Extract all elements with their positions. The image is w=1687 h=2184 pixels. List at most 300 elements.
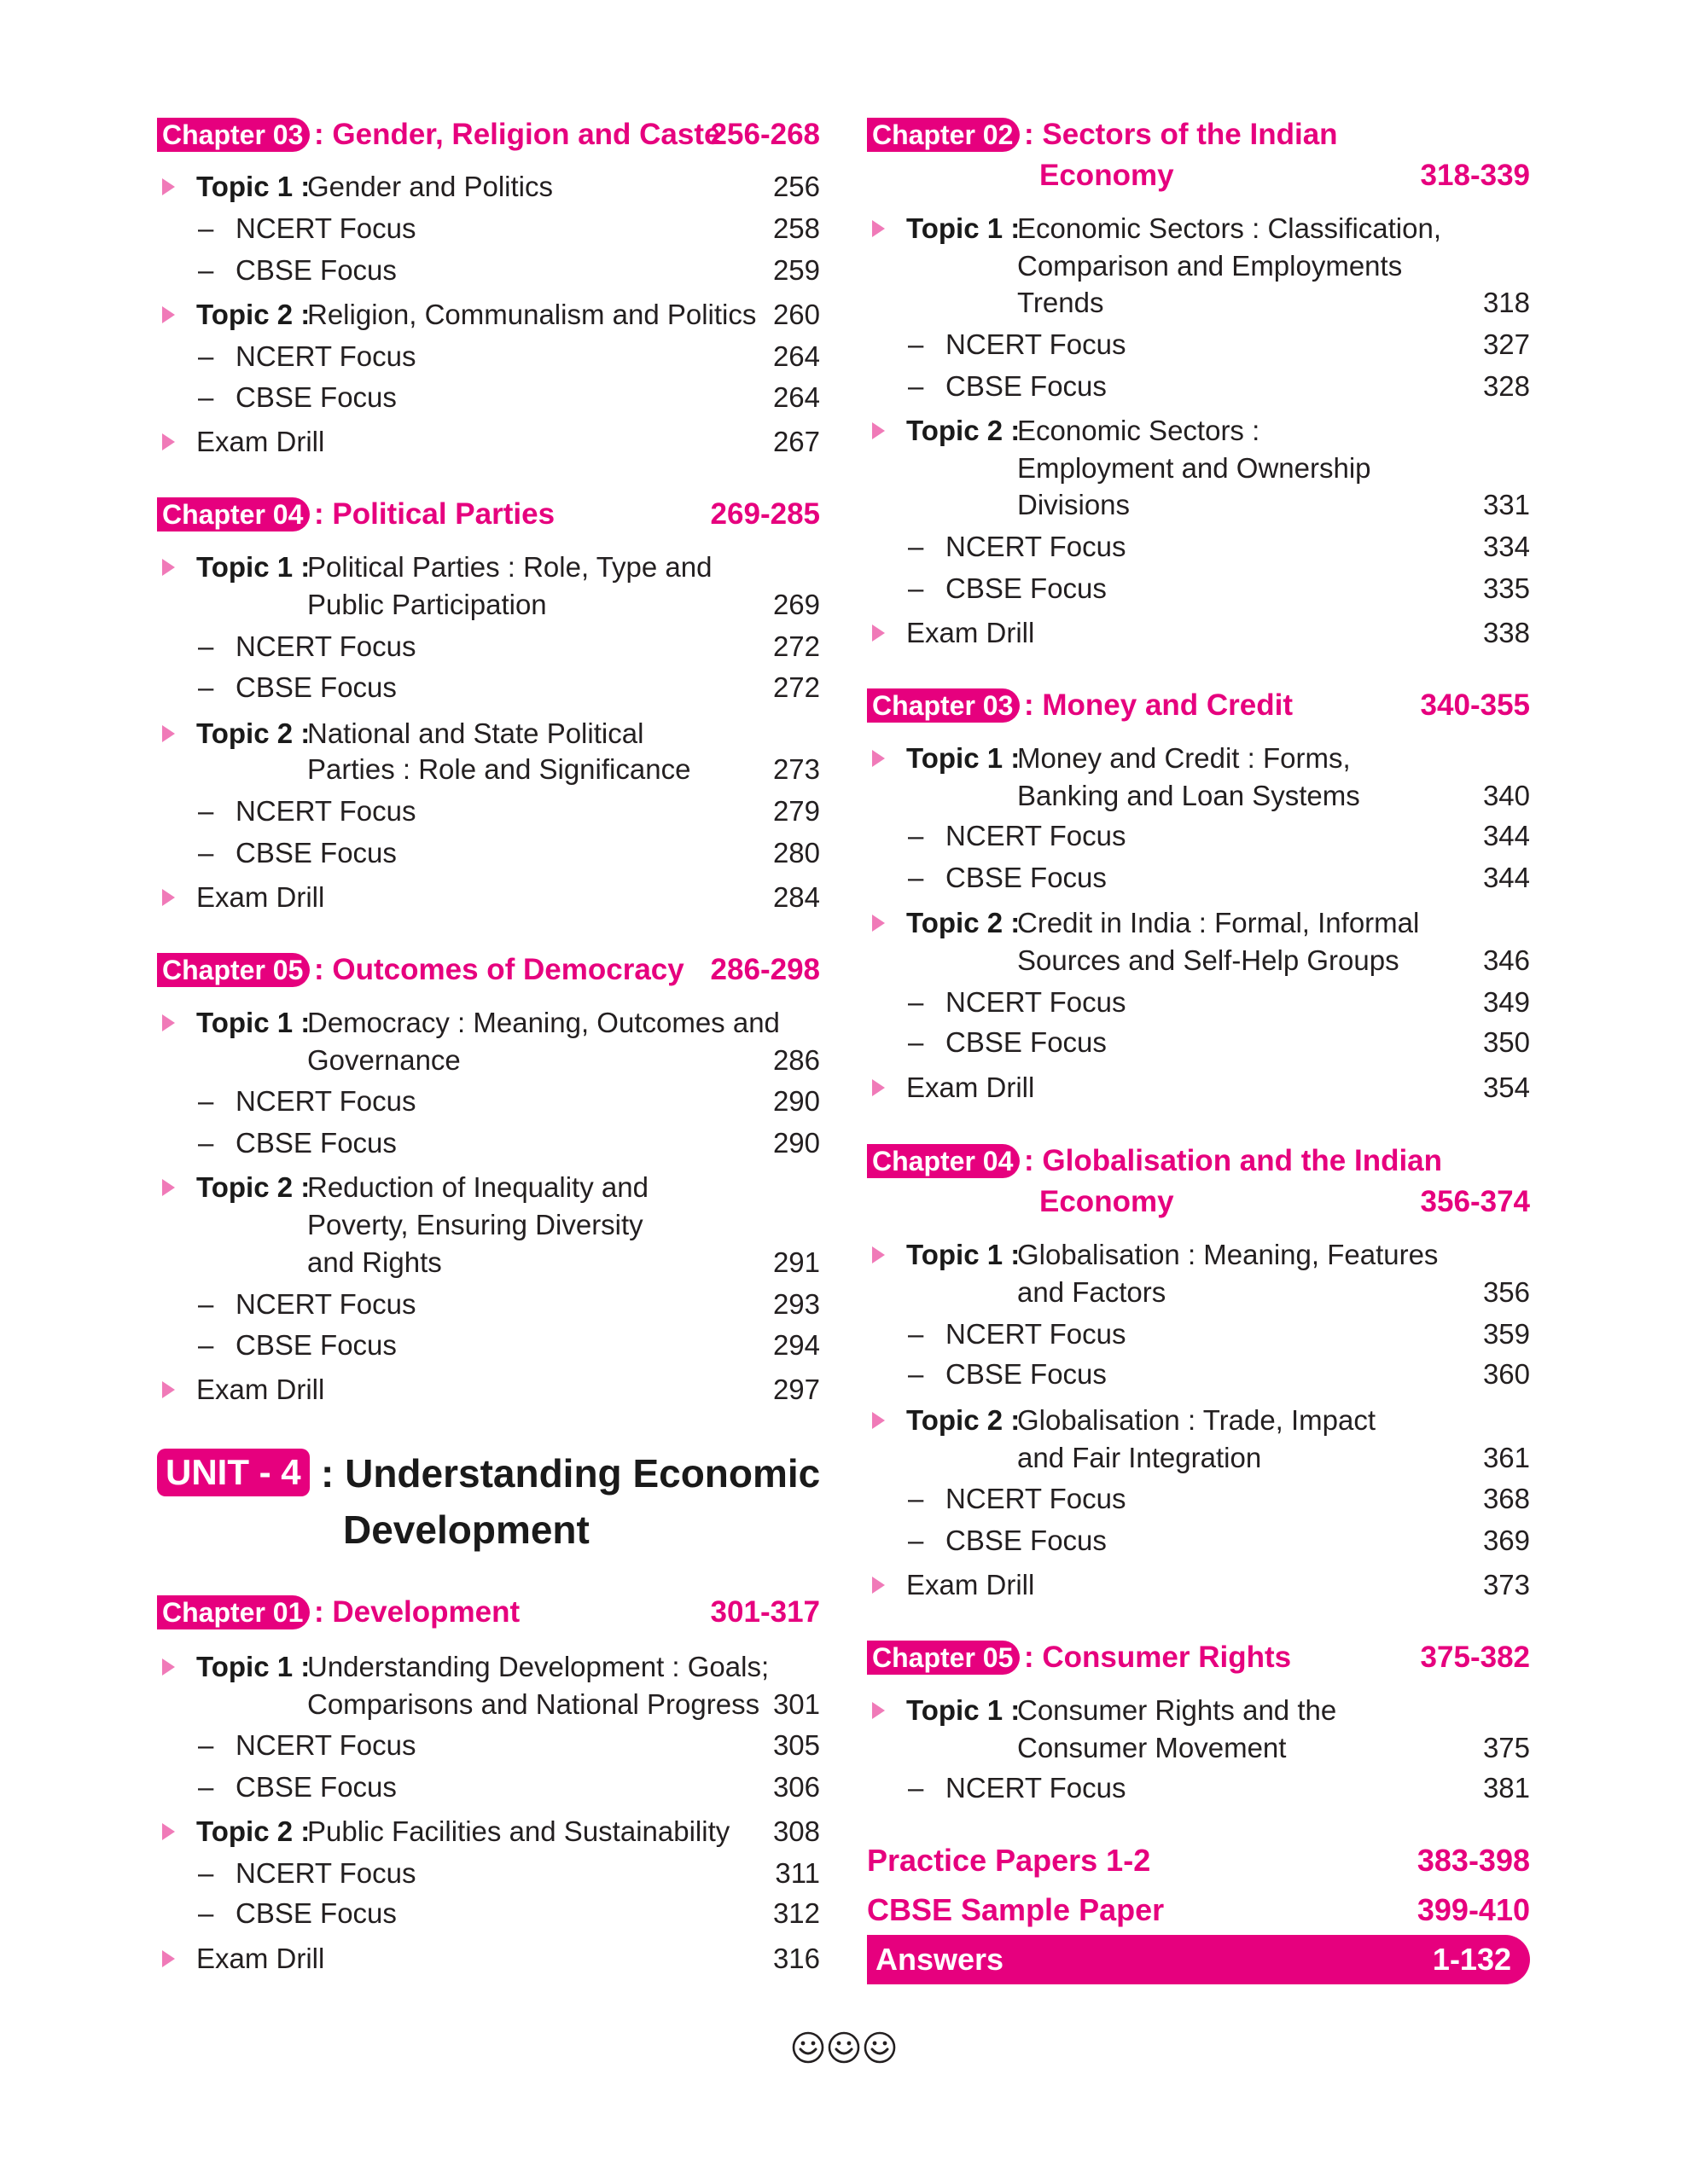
subsection-entry[interactable] bbox=[867, 816, 1530, 857]
subsection-title: CBSE Focus bbox=[236, 381, 397, 413]
topic-title: Employment and Ownership bbox=[1017, 452, 1371, 484]
subsection-title: CBSE Focus bbox=[236, 1897, 397, 1929]
dash-bullet-icon: – bbox=[908, 986, 924, 1018]
subsection-entry[interactable] bbox=[867, 568, 1530, 609]
topic-entry[interactable] bbox=[867, 410, 1530, 451]
topic-title: Reduction of Inequality and bbox=[307, 1171, 649, 1203]
dash-bullet-icon: – bbox=[198, 1771, 214, 1803]
subsection-entry[interactable] bbox=[867, 526, 1530, 567]
topic-title: Globalisation : Meaning, Features bbox=[1017, 1239, 1439, 1270]
subsection-title: NCERT Focus bbox=[945, 986, 1126, 1018]
subsection-entry[interactable] bbox=[867, 1478, 1530, 1519]
dash-bullet-icon: – bbox=[908, 370, 924, 402]
appendix-page-range: 399-410 bbox=[1416, 1892, 1530, 1927]
triangle-right-icon bbox=[162, 433, 175, 450]
chapter-header[interactable] bbox=[867, 1637, 1530, 1678]
topic-title: and Factors bbox=[1017, 1276, 1166, 1308]
page-number: 318 bbox=[1482, 287, 1530, 318]
page-number: 301 bbox=[772, 1688, 820, 1720]
exam-drill-entry[interactable] bbox=[157, 1938, 820, 1979]
dash-bullet-icon: – bbox=[908, 820, 924, 851]
triangle-right-icon bbox=[162, 559, 175, 576]
subsection-entry[interactable] bbox=[867, 1314, 1530, 1355]
chapter-header[interactable] bbox=[157, 494, 820, 535]
exam-drill-entry[interactable] bbox=[867, 1565, 1530, 1606]
exam-drill-title: Exam Drill bbox=[906, 1072, 1035, 1103]
topic-title: and Fair Integration bbox=[1017, 1442, 1262, 1473]
exam-drill-entry[interactable] bbox=[157, 877, 820, 918]
subsection-title: CBSE Focus bbox=[945, 1358, 1107, 1390]
topic-title: Governance bbox=[307, 1044, 461, 1076]
exam-drill-entry[interactable] bbox=[157, 421, 820, 462]
subsection-entry[interactable] bbox=[157, 377, 820, 418]
smiley-icon bbox=[827, 2030, 861, 2065]
smiley-icon bbox=[863, 2030, 897, 2065]
subsection-entry[interactable] bbox=[157, 1284, 820, 1325]
dash-bullet-icon: – bbox=[198, 795, 214, 827]
dash-bullet-icon: – bbox=[908, 531, 924, 562]
subsection-entry[interactable] bbox=[157, 791, 820, 832]
topic-title: Economic Sectors : Classification, bbox=[1017, 212, 1442, 244]
dash-bullet-icon: – bbox=[198, 1329, 214, 1361]
chapter-header[interactable] bbox=[157, 1592, 820, 1633]
page-number: 273 bbox=[772, 753, 820, 785]
chapter-badge: Chapter 04 bbox=[157, 497, 310, 531]
triangle-right-icon bbox=[872, 422, 885, 439]
chapter-title: : Gender, Religion and Caste bbox=[314, 118, 721, 151]
triangle-right-icon bbox=[162, 1381, 175, 1398]
chapter-title: : Outcomes of Democracy bbox=[314, 953, 684, 986]
appendix-entry[interactable] bbox=[867, 1890, 1530, 1931]
triangle-right-icon bbox=[872, 1412, 885, 1429]
triangle-right-icon bbox=[872, 624, 885, 642]
topic-entry[interactable] bbox=[157, 713, 820, 754]
subsection-entry[interactable] bbox=[157, 833, 820, 874]
page-number: 340 bbox=[1482, 780, 1530, 811]
dash-bullet-icon: – bbox=[198, 212, 214, 244]
topic-entry[interactable] bbox=[157, 547, 820, 588]
appendix-entry[interactable] bbox=[867, 1840, 1530, 1881]
page-number: 381 bbox=[1482, 1772, 1530, 1804]
exam-drill-title: Exam Drill bbox=[906, 1569, 1035, 1600]
topic-title: and Rights bbox=[307, 1246, 442, 1278]
topic-title: Credit in India : Formal, Informal bbox=[1017, 907, 1420, 938]
page-number: 331 bbox=[1482, 489, 1530, 520]
subsection-entry[interactable] bbox=[157, 626, 820, 667]
chapter-page-range: 256-268 bbox=[710, 118, 820, 151]
unit-header[interactable] bbox=[157, 1445, 820, 1502]
page-number: 354 bbox=[1482, 1072, 1530, 1103]
topic-entry-continued[interactable] bbox=[867, 485, 1530, 526]
topic-entry-continued[interactable] bbox=[157, 1205, 820, 1246]
subsection-entry[interactable] bbox=[157, 1081, 820, 1122]
page-number: 269 bbox=[772, 589, 820, 620]
subsection-entry[interactable] bbox=[867, 366, 1530, 407]
page-number: 312 bbox=[772, 1897, 820, 1929]
topic-entry[interactable] bbox=[867, 1234, 1530, 1275]
subsection-title: NCERT Focus bbox=[945, 1483, 1126, 1514]
subsection-entry[interactable] bbox=[157, 1767, 820, 1808]
topic-entry-continued[interactable] bbox=[157, 1242, 820, 1283]
dash-bullet-icon: – bbox=[908, 1358, 924, 1390]
toc-right-column bbox=[867, 0, 1530, 2184]
chapter-header[interactable] bbox=[867, 1141, 1530, 1182]
topic-title: Banking and Loan Systems bbox=[1017, 780, 1360, 811]
subsection-entry[interactable] bbox=[157, 1893, 820, 1934]
page-number: 360 bbox=[1482, 1358, 1530, 1390]
triangle-right-icon bbox=[162, 889, 175, 906]
subsection-title: CBSE Focus bbox=[945, 1525, 1107, 1556]
triangle-right-icon bbox=[872, 915, 885, 932]
chapter-title-continued: Economy bbox=[1039, 1185, 1174, 1218]
subsection-title: CBSE Focus bbox=[236, 837, 397, 868]
dash-bullet-icon: – bbox=[908, 572, 924, 604]
topic-label: Topic 2 : bbox=[906, 1404, 1021, 1436]
triangle-right-icon bbox=[162, 1014, 175, 1031]
subsection-entry[interactable] bbox=[157, 250, 820, 291]
chapter-header-continued[interactable] bbox=[867, 155, 1530, 196]
exam-drill-entry[interactable] bbox=[157, 1369, 820, 1410]
page-number: 279 bbox=[772, 795, 820, 827]
topic-title: Consumer Rights and the bbox=[1017, 1694, 1337, 1726]
triangle-right-icon bbox=[162, 306, 175, 323]
answers-page-range: 1-132 bbox=[1432, 1942, 1511, 1977]
page-number: 368 bbox=[1482, 1483, 1530, 1514]
subsection-title: NCERT Focus bbox=[236, 1288, 416, 1320]
topic-entry[interactable] bbox=[867, 1690, 1530, 1731]
subsection-title: NCERT Focus bbox=[236, 340, 416, 372]
subsection-entry[interactable] bbox=[867, 324, 1530, 365]
subsection-title: CBSE Focus bbox=[236, 1771, 397, 1803]
chapter-title: : Consumer Rights bbox=[1024, 1641, 1292, 1674]
subsection-entry[interactable] bbox=[157, 208, 820, 249]
subsection-title: NCERT Focus bbox=[945, 1318, 1126, 1350]
unit-title: Development bbox=[343, 1507, 590, 1552]
exam-drill-title: Exam Drill bbox=[196, 426, 325, 457]
chapter-header[interactable] bbox=[157, 950, 820, 990]
subsection-title: NCERT Focus bbox=[236, 1085, 416, 1117]
topic-label: Topic 1 : bbox=[906, 1239, 1021, 1270]
footer-ornament bbox=[0, 2030, 1687, 2068]
topic-title: Comparisons and National Progress bbox=[307, 1688, 760, 1720]
dash-bullet-icon: – bbox=[198, 381, 214, 413]
page-number: 259 bbox=[772, 254, 820, 286]
subsection-title: CBSE Focus bbox=[236, 1329, 397, 1361]
dash-bullet-icon: – bbox=[908, 1318, 924, 1350]
appendix-page-range: 383-398 bbox=[1416, 1843, 1530, 1878]
subsection-title: NCERT Focus bbox=[945, 531, 1126, 562]
exam-drill-title: Exam Drill bbox=[196, 881, 325, 913]
chapter-title: : Money and Credit bbox=[1024, 688, 1294, 722]
topic-entry-continued[interactable] bbox=[867, 246, 1530, 287]
subsection-title: NCERT Focus bbox=[236, 795, 416, 827]
topic-label: Topic 1 : bbox=[906, 1694, 1021, 1726]
triangle-right-icon bbox=[162, 1950, 175, 1967]
page-number: 344 bbox=[1482, 820, 1530, 851]
topic-entry[interactable] bbox=[157, 166, 820, 207]
dash-bullet-icon: – bbox=[198, 340, 214, 372]
page-number: 264 bbox=[772, 340, 820, 372]
page-number: 272 bbox=[772, 671, 820, 703]
chapter-page-range: 269-285 bbox=[710, 497, 820, 531]
subsection-entry[interactable] bbox=[867, 1520, 1530, 1561]
triangle-right-icon bbox=[872, 1079, 885, 1096]
page-number: 284 bbox=[772, 881, 820, 913]
dash-bullet-icon: – bbox=[198, 1897, 214, 1929]
topic-entry[interactable] bbox=[867, 738, 1530, 779]
subsection-entry[interactable] bbox=[157, 1853, 820, 1894]
subsection-title: NCERT Focus bbox=[945, 820, 1126, 851]
topic-label: Topic 1 : bbox=[196, 1651, 311, 1682]
appendix-title: CBSE Sample Paper bbox=[867, 1892, 1165, 1927]
topic-entry[interactable] bbox=[157, 1811, 820, 1852]
chapter-badge: Chapter 04 bbox=[867, 1144, 1020, 1178]
topic-entry-continued[interactable] bbox=[867, 1728, 1530, 1769]
page-number: 280 bbox=[772, 837, 820, 868]
subsection-title: CBSE Focus bbox=[945, 370, 1107, 402]
topic-title: Comparison and Employments bbox=[1017, 250, 1403, 282]
triangle-right-icon bbox=[162, 725, 175, 742]
topic-entry-continued[interactable] bbox=[867, 775, 1530, 816]
page-number: 290 bbox=[772, 1127, 820, 1159]
chapter-title: : Sectors of the Indian bbox=[1024, 118, 1338, 151]
dash-bullet-icon: – bbox=[198, 1729, 214, 1761]
topic-entry[interactable] bbox=[157, 294, 820, 335]
toc-left-column bbox=[157, 0, 820, 2184]
page-number: 293 bbox=[772, 1288, 820, 1320]
topic-title: Sources and Self-Help Groups bbox=[1017, 944, 1399, 976]
page-number: 272 bbox=[772, 630, 820, 662]
chapter-badge: Chapter 05 bbox=[157, 953, 310, 987]
topic-label: Topic 1 : bbox=[906, 212, 1021, 244]
dash-bullet-icon: – bbox=[198, 1288, 214, 1320]
page-number: 260 bbox=[772, 299, 820, 330]
page-number: 369 bbox=[1482, 1525, 1530, 1556]
page-number: 264 bbox=[772, 381, 820, 413]
subsection-entry[interactable] bbox=[157, 1325, 820, 1366]
chapter-badge: Chapter 03 bbox=[157, 118, 310, 152]
page-number: 291 bbox=[772, 1246, 820, 1278]
triangle-right-icon bbox=[872, 1246, 885, 1263]
topic-entry[interactable] bbox=[157, 1002, 820, 1043]
page-number: 258 bbox=[772, 212, 820, 244]
chapter-page-range: 286-298 bbox=[710, 953, 820, 986]
topic-entry-continued[interactable] bbox=[157, 584, 820, 625]
topic-entry-continued[interactable] bbox=[867, 1438, 1530, 1478]
page-number: 349 bbox=[1482, 986, 1530, 1018]
topic-label: Topic 1 : bbox=[196, 551, 311, 583]
chapter-badge: Chapter 02 bbox=[867, 118, 1020, 152]
dash-bullet-icon: – bbox=[198, 837, 214, 868]
page-number: 328 bbox=[1482, 370, 1530, 402]
subsection-entry[interactable] bbox=[867, 1354, 1530, 1395]
chapter-title: : Globalisation and the Indian bbox=[1024, 1144, 1443, 1177]
page-number: 327 bbox=[1482, 328, 1530, 360]
smiley-icon bbox=[791, 2030, 825, 2065]
page-number: 373 bbox=[1482, 1569, 1530, 1600]
answers-entry[interactable] bbox=[867, 1935, 1530, 1984]
page-number: 375 bbox=[1482, 1732, 1530, 1763]
topic-entry-continued[interactable] bbox=[867, 448, 1530, 489]
subsection-entry[interactable] bbox=[157, 667, 820, 708]
topic-title: Public Participation bbox=[307, 589, 547, 620]
topic-entry-continued[interactable] bbox=[867, 282, 1530, 323]
topic-entry[interactable] bbox=[867, 903, 1530, 944]
page-number: 335 bbox=[1482, 572, 1530, 604]
chapter-page-range: 340-355 bbox=[1420, 688, 1530, 722]
subsection-entry[interactable] bbox=[157, 1123, 820, 1164]
exam-drill-entry[interactable] bbox=[867, 613, 1530, 653]
subsection-entry[interactable] bbox=[867, 1768, 1530, 1809]
topic-entry[interactable] bbox=[867, 208, 1530, 249]
page-number: 290 bbox=[772, 1085, 820, 1117]
page-number: 256 bbox=[772, 171, 820, 202]
exam-drill-title: Exam Drill bbox=[906, 617, 1035, 648]
page-number: 316 bbox=[772, 1943, 820, 1974]
triangle-right-icon bbox=[872, 220, 885, 237]
subsection-title: NCERT Focus bbox=[236, 630, 416, 662]
subsection-title: CBSE Focus bbox=[236, 671, 397, 703]
page-number: 359 bbox=[1482, 1318, 1530, 1350]
topic-entry-continued[interactable] bbox=[867, 940, 1530, 981]
chapter-badge: Chapter 05 bbox=[867, 1641, 1020, 1675]
subsection-title: NCERT Focus bbox=[945, 1772, 1126, 1804]
unit-badge: UNIT - 4 bbox=[157, 1449, 310, 1496]
topic-title: Money and Credit : Forms, bbox=[1017, 742, 1351, 774]
subsection-title: CBSE Focus bbox=[236, 1127, 397, 1159]
page-number: 297 bbox=[772, 1374, 820, 1405]
page-number: 344 bbox=[1482, 862, 1530, 893]
topic-title: Democracy : Meaning, Outcomes and bbox=[307, 1007, 780, 1038]
topic-entry-continued[interactable] bbox=[867, 1272, 1530, 1313]
page-number: 356 bbox=[1482, 1276, 1530, 1308]
topic-entry-continued[interactable] bbox=[157, 749, 820, 790]
topic-title: Poverty, Ensuring Diversity bbox=[307, 1209, 643, 1240]
topic-title: Trends bbox=[1017, 287, 1104, 318]
topic-label: Topic 2 : bbox=[906, 907, 1021, 938]
subsection-title: NCERT Focus bbox=[236, 1729, 416, 1761]
topic-label: Topic 2 : bbox=[196, 1815, 311, 1847]
dash-bullet-icon: – bbox=[908, 1026, 924, 1058]
unit-title: : Understanding Economic bbox=[321, 1451, 821, 1496]
topic-title: Consumer Movement bbox=[1017, 1732, 1287, 1763]
subsection-entry[interactable] bbox=[157, 336, 820, 377]
dash-bullet-icon: – bbox=[908, 1525, 924, 1556]
triangle-right-icon bbox=[162, 1179, 175, 1196]
exam-drill-entry[interactable] bbox=[867, 1067, 1530, 1108]
topic-label: Topic 2 : bbox=[906, 415, 1021, 446]
subsection-entry[interactable] bbox=[867, 1022, 1530, 1063]
chapter-header[interactable] bbox=[867, 685, 1530, 726]
chapter-page-range: 375-382 bbox=[1420, 1641, 1530, 1674]
chapter-page-range: 301-317 bbox=[710, 1595, 820, 1629]
subsection-title: NCERT Focus bbox=[945, 328, 1126, 360]
answers-title: Answers bbox=[875, 1942, 1004, 1977]
topic-label: Topic 2 : bbox=[196, 299, 311, 330]
topic-label: Topic 1 : bbox=[196, 171, 311, 202]
chapter-header-continued[interactable] bbox=[867, 1182, 1530, 1223]
dash-bullet-icon: – bbox=[198, 671, 214, 703]
triangle-right-icon bbox=[872, 1577, 885, 1594]
dash-bullet-icon: – bbox=[908, 328, 924, 360]
triangle-right-icon bbox=[162, 1658, 175, 1676]
subsection-entry[interactable] bbox=[157, 1725, 820, 1766]
topic-entry-continued[interactable] bbox=[157, 1684, 820, 1725]
subsection-title: NCERT Focus bbox=[236, 212, 416, 244]
subsection-title: CBSE Focus bbox=[945, 1026, 1107, 1058]
triangle-right-icon bbox=[872, 750, 885, 767]
subsection-title: CBSE Focus bbox=[945, 862, 1107, 893]
dash-bullet-icon: – bbox=[198, 1127, 214, 1159]
topic-title: Gender and Politics bbox=[307, 171, 553, 202]
triangle-right-icon bbox=[162, 178, 175, 195]
chapter-page-range: 318-339 bbox=[1420, 159, 1530, 192]
topic-entry[interactable] bbox=[157, 1167, 820, 1208]
subsection-title: CBSE Focus bbox=[945, 572, 1107, 604]
page-number: 294 bbox=[772, 1329, 820, 1361]
triangle-right-icon bbox=[872, 1702, 885, 1719]
chapter-badge: Chapter 03 bbox=[867, 688, 1020, 723]
subsection-entry[interactable] bbox=[867, 982, 1530, 1023]
topic-label: Topic 1 : bbox=[906, 742, 1021, 774]
page-number: 361 bbox=[1482, 1442, 1530, 1473]
chapter-header[interactable] bbox=[867, 114, 1530, 155]
topic-title: Parties : Role and Significance bbox=[307, 753, 691, 785]
page-number: 305 bbox=[772, 1729, 820, 1761]
dash-bullet-icon: – bbox=[908, 1483, 924, 1514]
topic-entry[interactable] bbox=[157, 1647, 820, 1687]
topic-title: Globalisation : Trade, Impact bbox=[1017, 1404, 1376, 1436]
topic-title: Political Parties : Role, Type and bbox=[307, 551, 713, 583]
triangle-right-icon bbox=[162, 1823, 175, 1840]
subsection-title: NCERT Focus bbox=[236, 1857, 416, 1889]
appendix-title: Practice Papers 1-2 bbox=[867, 1843, 1151, 1878]
topic-title: Economic Sectors : bbox=[1017, 415, 1260, 446]
chapter-title-continued: Economy bbox=[1039, 159, 1174, 192]
page-number: 338 bbox=[1482, 617, 1530, 648]
topic-title: Understanding Development : Goals; bbox=[307, 1651, 770, 1682]
page-number: 267 bbox=[772, 426, 820, 457]
page-number: 346 bbox=[1482, 944, 1530, 976]
topic-label: Topic 2 : bbox=[196, 1171, 311, 1203]
subsection-entry[interactable] bbox=[867, 857, 1530, 898]
dash-bullet-icon: – bbox=[198, 1085, 214, 1117]
dash-bullet-icon: – bbox=[198, 1857, 214, 1889]
topic-title: Public Facilities and Sustainability bbox=[307, 1815, 730, 1847]
topic-label: Topic 2 : bbox=[196, 717, 311, 749]
topic-title: Divisions bbox=[1017, 489, 1131, 520]
topic-title: Religion, Communalism and Politics bbox=[307, 299, 757, 330]
chapter-page-range: 356-374 bbox=[1420, 1185, 1530, 1218]
page-number: 286 bbox=[772, 1044, 820, 1076]
chapter-badge: Chapter 01 bbox=[157, 1595, 310, 1629]
dash-bullet-icon: – bbox=[908, 862, 924, 893]
dash-bullet-icon: – bbox=[198, 630, 214, 662]
dash-bullet-icon: – bbox=[908, 1772, 924, 1804]
exam-drill-title: Exam Drill bbox=[196, 1943, 325, 1974]
page-number: 350 bbox=[1482, 1026, 1530, 1058]
page-number: 334 bbox=[1482, 531, 1530, 562]
exam-drill-title: Exam Drill bbox=[196, 1374, 325, 1405]
dash-bullet-icon: – bbox=[198, 254, 214, 286]
subsection-title: CBSE Focus bbox=[236, 254, 397, 286]
chapter-header[interactable] bbox=[157, 114, 820, 155]
topic-entry[interactable] bbox=[867, 1400, 1530, 1441]
unit-header-continued[interactable] bbox=[157, 1502, 820, 1558]
topic-entry-continued[interactable] bbox=[157, 1040, 820, 1081]
topic-label: Topic 1 : bbox=[196, 1007, 311, 1038]
page-number: 308 bbox=[772, 1815, 820, 1847]
